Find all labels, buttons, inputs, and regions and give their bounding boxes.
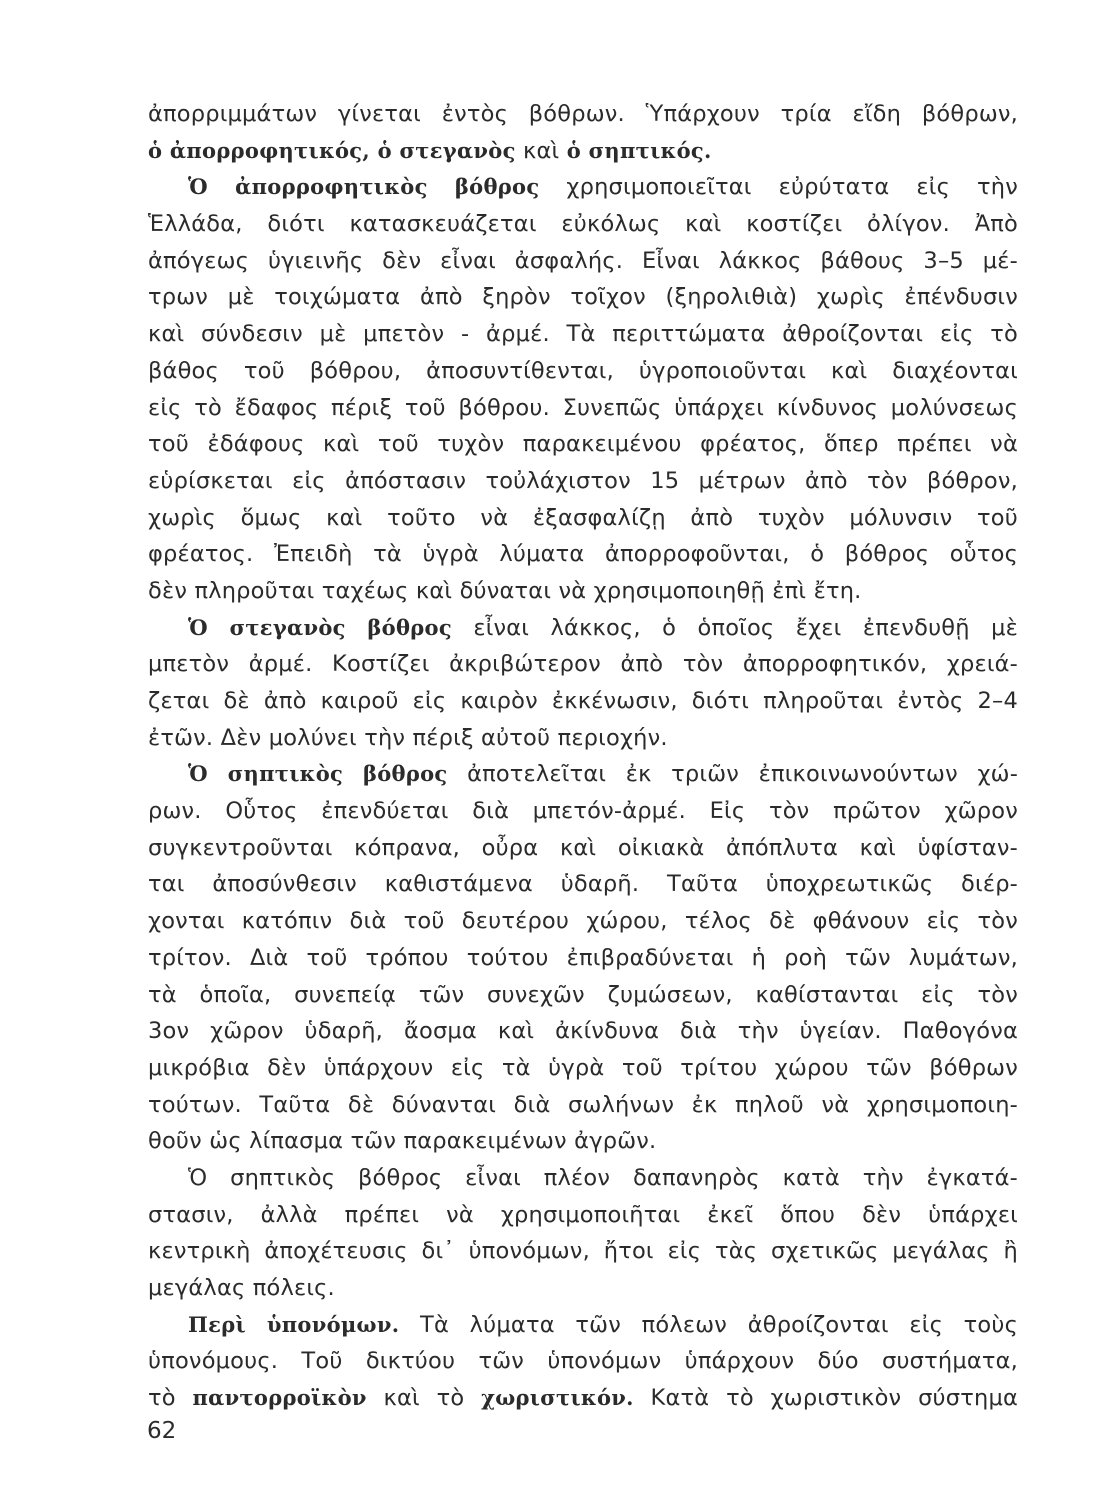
page-number: 62 xyxy=(147,1418,177,1444)
text-line xyxy=(148,169,1018,206)
text-line xyxy=(148,390,1018,427)
text-line xyxy=(148,243,1018,280)
text-line xyxy=(148,426,1018,463)
text-run: θοῦν ὡς λίπασμα τῶν παρακειμένων ἀγρῶν. xyxy=(148,1128,657,1155)
text-line xyxy=(148,206,1018,243)
text-line xyxy=(148,463,1018,500)
text-run: βάθος τοῦ βόθρου, ἀποσυντίθενται, ὑγροποιοῦνται καὶ διαχέονται xyxy=(148,357,1018,384)
text-run: Κατὰ τὸ χωριστικὸν σύστημα xyxy=(633,1385,1018,1412)
text-run: ἀπόγεως ὑγιεινῆς δὲν εἶναι ἀσφαλής. Εἶναι λάκκος βάθους 3–5 μέ- xyxy=(148,247,1018,274)
text-line xyxy=(148,1160,1018,1197)
text-run: τοῦ ἐδάφους καὶ τοῦ τυχὸν παρακειμένου φρέατος, ὅπερ πρέπει νὰ xyxy=(148,431,1018,458)
text-line xyxy=(148,903,1018,940)
text-line xyxy=(148,1380,1018,1417)
bold-term: Περὶ ὑπονόμων. xyxy=(188,1311,400,1337)
text-line xyxy=(148,646,1018,683)
bold-term: ὁ ἀπορροφητικός, ὁ στεγανὸς xyxy=(148,137,516,163)
text-run: τρίτον. Διὰ τοῦ τρόπου τούτου ἐπιβραδύνεται ἡ ροὴ τῶν λυμάτων, xyxy=(148,944,1018,971)
text-line xyxy=(148,1013,1018,1050)
text-run: χωρὶς ὅμως καὶ τοῦτο νὰ ἐξασφαλίζῃ ἀπὸ τυχὸν μόλυνσιν τοῦ xyxy=(148,504,1018,531)
text-line xyxy=(148,1050,1018,1087)
text-line xyxy=(148,1233,1018,1270)
text-line xyxy=(148,536,1018,573)
body-text xyxy=(148,96,1018,1417)
bold-term: χωριστικόν. xyxy=(481,1385,634,1411)
text-line xyxy=(148,940,1018,977)
text-run: ται ἀποσύνθεσιν καθιστάμενα ὑδαρῆ. Ταῦτα ὑποχρεωτικῶς διέρ- xyxy=(148,871,1018,898)
text-run: εὑρίσκεται εἰς ἀπόστασιν τοὐλάχιστον 15 μέτρων ἀπὸ τὸν βόθρον, xyxy=(148,467,1018,494)
text-line xyxy=(148,1087,1018,1124)
text-run: ἀπορριμμάτων γίνεται ἐντὸς βόθρων. Ὑπάρχουν τρία εἴδη βόθρων, xyxy=(148,101,1018,127)
text-line xyxy=(148,500,1018,537)
text-run: καὶ xyxy=(515,137,567,164)
text-run: στασιν, ἀλλὰ πρέπει νὰ χρησιμοποιῆται ἐκεῖ ὅπου δὲν ὑπάρχει xyxy=(148,1201,1018,1228)
text-line xyxy=(148,977,1018,1014)
text-run: δὲν πληροῦται ταχέως καὶ δύναται νὰ χρησιμοποιηθῇ ἐπὶ ἔτη. xyxy=(148,577,862,604)
text-run: χονται κατόπιν διὰ τοῦ δευτέρου χώρου, τέλος δὲ φθάνουν εἰς τὸν xyxy=(148,908,1018,935)
text-line xyxy=(148,316,1018,353)
bold-term: Ὁ σηπτικὸς βόθρος xyxy=(188,761,448,787)
text-run: ἐτῶν. Δὲν μολύνει τὴν πέριξ αὐτοῦ περιοχήν. xyxy=(148,724,668,751)
text-run: καὶ σύνδεσιν μὲ μπετὸν - ἀρμέ. Τὰ περιττώματα ἀθροίζονται εἰς τὸ xyxy=(148,321,1018,348)
text-line xyxy=(148,279,1018,316)
text-line xyxy=(148,133,1018,170)
text-run: μικρόβια δὲν ὑπάρχουν εἰς τὰ ὑγρὰ τοῦ τρίτου χώρου τῶν βόθρων xyxy=(148,1054,1018,1081)
text-line xyxy=(148,1270,1018,1307)
text-run: καὶ τὸ xyxy=(366,1385,482,1412)
text-line xyxy=(148,683,1018,720)
bold-term: Ὁ ἀπορροφητικὸς βόθρος xyxy=(188,174,540,200)
text-line xyxy=(148,1307,1018,1344)
text-run: τούτων. Ταῦτα δὲ δύνανται διὰ σωλήνων ἐκ πηλοῦ νὰ χρησιμοποιη- xyxy=(148,1091,1018,1118)
text-run: ρων. Οὗτος ἐπενδύεται διὰ μπετόν-ἀρμέ. Εἰς τὸν πρῶτον χῶρον xyxy=(148,798,1018,825)
text-line xyxy=(148,793,1018,830)
text-line xyxy=(148,756,1018,793)
text-run: φρέατος. Ἐπειδὴ τὰ ὑγρὰ λύματα ἀπορροφοῦνται, ὁ βόθρος οὗτος xyxy=(148,541,1018,568)
text-run: κεντρικὴ ἀποχέτευσις δι᾽ ὑπονόμων, ἤτοι εἰς τὰς σχετικῶς μεγάλας ἢ xyxy=(148,1238,1018,1265)
text-line xyxy=(148,1197,1018,1234)
text-line xyxy=(148,610,1018,647)
bold-term: ὁ σηπτικός. xyxy=(566,137,712,163)
text-line xyxy=(148,573,1018,610)
text-run: Ἑλλάδα, διότι κατασκευάζεται εὐκόλως καὶ κοστίζει ὀλίγον. Ἀπὸ xyxy=(148,211,1018,238)
bold-term: Ὁ στεγανὸς βόθρος xyxy=(188,614,452,640)
text-run: συγκεντροῦνται κόπρανα, οὖρα καὶ οἰκιακὰ ἀπόπλυτα καὶ ὑφίσταν- xyxy=(148,834,1018,861)
text-line xyxy=(148,1343,1018,1380)
text-line xyxy=(148,866,1018,903)
text-run: 3ον χῶρον ὑδαρῆ, ἄοσμα καὶ ἀκίνδυνα διὰ τὴν ὑγείαν. Παθογόνα xyxy=(148,1018,1018,1045)
text-run: ἀποτελεῖται ἐκ τριῶν ἐπικοινωνούντων χώ- xyxy=(447,761,1019,788)
text-line xyxy=(148,353,1018,390)
text-run: μπετὸν ἀρμέ. Κοστίζει ἀκριβώτερον ἀπὸ τὸν ἀπορροφητικόν, χρειά- xyxy=(148,651,1018,678)
text-run: τὸ xyxy=(148,1385,193,1412)
text-line xyxy=(148,720,1018,757)
text-run: Ὁ σηπτικὸς βόθρος εἶναι πλέον δαπανηρὸς κατὰ τὴν ἐγκατά- xyxy=(188,1164,1018,1191)
text-run: εἰς τὸ ἔδαφος πέριξ τοῦ βόθρου. Συνεπῶς ὑπάρχει κίνδυνος μολύνσεως xyxy=(148,394,1018,421)
text-run: ζεται δὲ ἀπὸ καιροῦ εἰς καιρὸν ἐκκένωσιν, διότι πληροῦται ἐντὸς 2–4 xyxy=(148,688,1018,714)
text-run: τὰ ὁποῖα, συνεπείᾳ τῶν συνεχῶν ζυμώσεων, καθίστανται εἰς τὸν xyxy=(148,981,1018,1008)
text-line xyxy=(148,830,1018,867)
text-run: μεγάλας πόλεις. xyxy=(148,1275,335,1301)
text-run: Τὰ λύματα τῶν πόλεων ἀθροίζονται εἰς τοὺς xyxy=(399,1311,1018,1338)
text-run: εἶναι λάκκος, ὁ ὁποῖος ἔχει ἐπενδυθῇ μὲ xyxy=(451,614,1018,641)
bold-term: παντορροϊκὸν xyxy=(192,1385,367,1411)
text-line xyxy=(148,1123,1018,1160)
text-run: χρησιμοποιεῖται εὐρύτατα εἰς τὴν xyxy=(539,174,1018,201)
text-run: τρων μὲ τοιχώματα ἀπὸ ξηρὸν τοῖχον (ξηρολιθιὰ) χωρὶς ἐπένδυσιν xyxy=(148,284,1018,311)
text-run: ὑπονόμους. Τοῦ δικτύου τῶν ὑπονόμων ὑπάρχουν δύο συστήματα, xyxy=(148,1348,1018,1375)
text-line xyxy=(148,96,1018,133)
